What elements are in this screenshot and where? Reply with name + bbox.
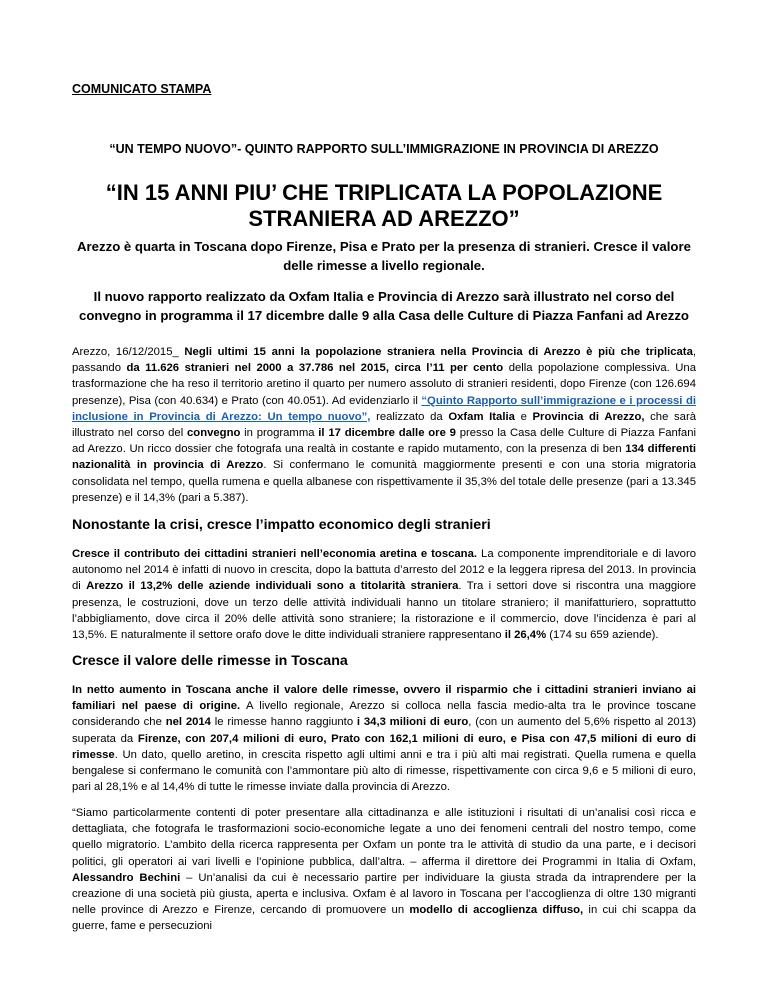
quote-paragraph: “Siamo particolarmente contenti di poter presentare alla cittadinanza e alle istituzioni i risultati di un’analisi così ricca e dettagliata, che fotografa le trasformazioni socio-economiche legate a uno dei fenomeni centrali del nostro tempo, come quello migratorio. L’ambito della ricerca rappresenta per Oxfam un ponte tra le attività di studio da una parte, e i decisori politici, gli operatori ai vari livelli e l’opinione pubblica, dall’altra. – afferma il direttore dei Programmi in Italia di Oxfam, Alessandro Bechini – Un’analisi da cui è necessario partire per individuare la giusta strada da intraprendere per la creazione di una società più giusta, aperta e inclusiva. Oxfam è al lavoro in Toscana per l’accoglienza di oltre 130 migranti nelle province di Arezzo e Firenze, cercando di promuovere un modello di accoglienza diffuso, in cui chi scappa da guerre, fame e persecuzioni: [72, 807, 696, 933]
press-release-label: COMUNICATO STAMPA: [72, 82, 212, 96]
event-subtitle: Il nuovo rapporto realizzato da Oxfam Italia e Provincia di Arezzo sarà illustrato nel corso del convegno in programma il 17 dicembre dalle 9 alla Casa delle Culture di Piazza Fanfani ad Arezzo: [79, 289, 689, 323]
intro-paragraph: Arezzo, 16/12/2015_ Negli ultimi 15 anni la popolazione straniera nella Provincia di Arezzo è più che triplicata, passando da 11.626 stranieri nel 2000 a 37.786 nel 2015, circa l’11 per cento della popolazione complessiva. Una trasformazione che ha reso il territorio aretino il quarto per numero assoluto di stranieri residenti, dopo Firenze (con 126.694 presenze), Pisa (con 40.634) e Prato (con 40.051). Ad evidenziarlo il “Quinto Rapporto sull’immigrazione e i processi di inclusione in Provincia di Arezzo: Un tempo nuovo”, realizzato da Oxfam Italia e Provincia di Arezzo, che sarà illustrato nel corso del convegno in programma il 17 dicembre dalle ore 9 presso la Casa delle Culture di Piazza Fanfani ad Arezzo. Un ricco dossier che fotografa una realtà in costante e rapido mutamento, con la presenza di ben 134 differenti nazionalità in provincia di Arezzo. Si confermano le comunità maggiormente presenti e con una storia migratoria consolidata nel tempo, quella rumena e quella albanese con rispettivamente il 35,3% del totale delle presenze (pari a 13.345 presenze) e il 14,3% (pari a 5.387).: [72, 346, 697, 504]
report-subtitle: “UN TEMPO NUOVO”- QUINTO RAPPORTO SULL’IMMIGRAZIONE IN PROVINCIA DI AREZZO: [109, 142, 659, 156]
section-heading-remittances: Cresce il valore delle rimesse in Toscana: [72, 653, 348, 669]
section-heading-economy: Nonostante la crisi, cresce l’impatto economico degli stranieri: [72, 517, 491, 533]
remittances-paragraph: In netto aumento in Toscana anche il valore delle rimesse, ovvero il risparmio che i cittadini stranieri inviano ai familiari nel paese di origine. A livello regionale, Arezzo si colloca nella fascia medio-alta tra le province toscane considerando che nel 2014 le rimesse hanno raggiunto i 34,3 milioni di euro, (con un aumento del 5,6% rispetto al 2013) superata da Firenze, con 207,4 milioni di euro, Prato con 162,1 milioni di euro, e Pisa con 47,5 milioni di euro di rimesse. Un dato, quello aretino, in crescita rispetto agli ultimi anni e tra i più alti mai registrati. Quella rumena e quella bengalese si confermano le comunità con l’ammontare più alto di rimesse, rispettivamente con circa 9,6 e 5 milioni di euro, pari al 28,1% e al 14,4% di tutte le rimesse inviate dalla provincia di Arezzo.: [72, 684, 697, 794]
main-title: “IN 15 ANNI PIU’ CHE TRIPLICATA LA POPOLAZIONE STRANIERA AD AREZZO”: [105, 180, 663, 231]
economy-paragraph: Cresce il contributo dei cittadini stranieri nell’economia aretina e toscana. La componente imprenditoriale e di lavoro autonomo nel 2014 è infatti di nuovo in crescita, dopo la battuta d’arresto del 2012 e la leggera ripresa del 2013. In provincia di Arezzo il 13,2% delle aziende individuali sono a titolarità straniera. Tra i settori dove si riscontra una maggiore presenza, le costruzioni, dove un terzo delle attività individuali hanno un titolare straniero; il manifatturiero, soprattutto l’abbigliamento, dove circa il 20% delle attività sono straniere; la ristorazione e il commercio, dove l’incidenza è pari al 13,5%. E naturalmente il settore orafo dove le ditte individuali straniere rappresentano il 26,4% (174 su 659 aziende).: [72, 548, 697, 642]
summary-subtitle: Arezzo è quarta in Toscana dopo Firenze, Pisa e Prato per la presenza di stranieri. Cresce il valore delle rimesse a livello regionale.: [77, 239, 691, 273]
report-link[interactable]: “Quinto Rapporto sull’immigrazione e i processi di inclusione in Provincia di Arezzo: Un tempo nuovo”,: [72, 394, 696, 423]
